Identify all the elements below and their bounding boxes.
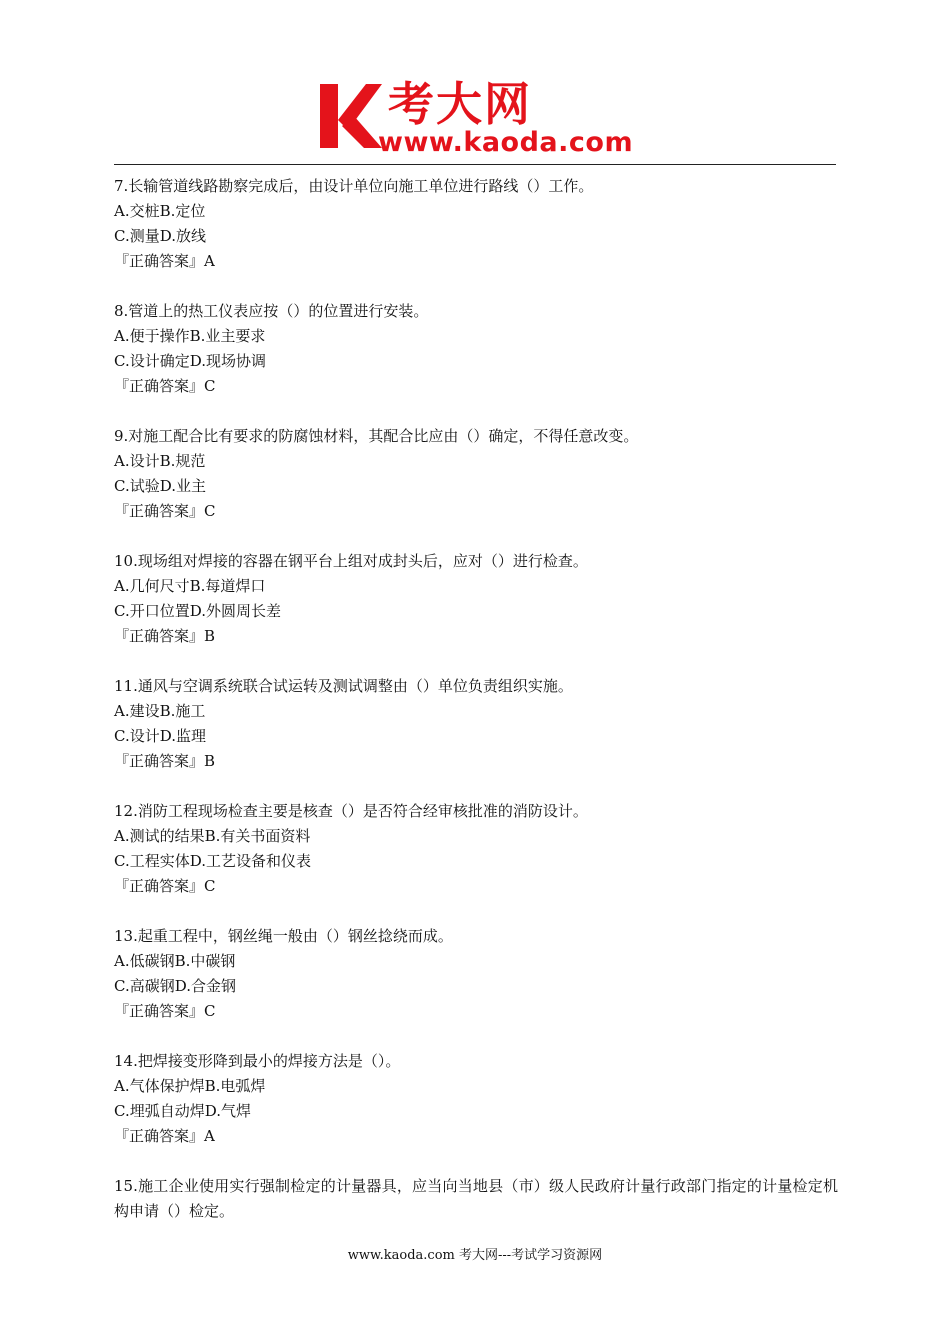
document-body	[114, 174, 838, 1249]
question-stem: 9.对施工配合比有要求的防腐蚀材料，其配合比应由（）确定，不得任意改变。	[114, 427, 639, 445]
question-options-cd: C.开口位置D.外圆周长差	[114, 602, 281, 620]
page-footer: www.kaoda.com 考大网---考试学习资源网	[347, 1248, 603, 1263]
question-options-cd: C.埋弧自动焊D.气焊	[114, 1102, 251, 1120]
question-stem: 11.通风与空调系统联合试运转及测试调整由（）单位负责组织实施。	[114, 677, 573, 695]
question-stem: 13.起重工程中，钢丝绳一般由（）钢丝捻绕而成。	[114, 927, 453, 945]
question-block	[114, 424, 838, 524]
question-options-ab: A.交桩B.定位	[114, 202, 206, 220]
question-options-cd: C.试验D.业主	[114, 477, 206, 495]
question-block	[114, 299, 838, 399]
question-options-ab: A.设计B.规范	[114, 452, 206, 470]
question-answer: 『正确答案』C	[114, 877, 216, 895]
question-options-ab: A.便于操作B.业主要求	[114, 327, 266, 345]
question-options-ab: A.几何尺寸B.每道焊口	[114, 577, 266, 595]
question-answer: 『正确答案』B	[114, 752, 216, 770]
question-stem: 12.消防工程现场检查主要是核查（）是否符合经审核批准的消防设计。	[114, 802, 588, 820]
logo-k-icon	[318, 80, 384, 152]
question-block	[114, 1049, 838, 1149]
question-answer: 『正确答案』B	[114, 627, 216, 645]
question-stem: 14.把焊接变形降到最小的焊接方法是（）。	[114, 1052, 401, 1070]
question-stem: 7.长输管道线路勘察完成后，由设计单位向施工单位进行路线（）工作。	[114, 177, 594, 195]
header-divider	[114, 164, 836, 165]
question-block	[114, 549, 838, 649]
question-options-ab: A.建设B.施工	[114, 702, 206, 720]
question-block	[114, 799, 838, 899]
question-options-cd: C.设计D.监理	[114, 727, 206, 745]
question-stem: 10.现场组对焊接的容器在钢平台上组对成封头后，应对（）进行检查。	[114, 552, 588, 570]
logo-url: www.kaoda.com	[378, 127, 634, 158]
question-block	[114, 174, 838, 274]
logo-title: 考大网	[388, 77, 532, 131]
question-answer: 『正确答案』C	[114, 502, 216, 520]
question-options-cd: C.测量D.放线	[114, 227, 206, 245]
question-stem: 8.管道上的热工仪表应按（）的位置进行安装。	[114, 302, 429, 320]
question-answer: 『正确答案』C	[114, 1002, 216, 1020]
question-answer: 『正确答案』A	[114, 1127, 215, 1145]
question-options-ab: A.低碳钢B.中碳钢	[114, 952, 236, 970]
question-answer: 『正确答案』C	[114, 377, 216, 395]
question-answer: 『正确答案』A	[114, 252, 215, 270]
question-options-cd: C.设计确定D.现场协调	[114, 352, 266, 370]
question-stem: 15.施工企业使用实行强制检定的计量器具，应当向当地县（市）级人民政府计量行政部门指定的计量检定机构申请（）检定。	[114, 1177, 838, 1220]
question-block	[114, 924, 838, 1024]
question-block	[114, 1174, 838, 1224]
question-options-cd: C.高碳钢D.合金钢	[114, 977, 236, 995]
question-options-cd: C.工程实体D.工艺设备和仪表	[114, 852, 311, 870]
page-header	[0, 0, 950, 165]
question-options-ab: A.测试的结果B.有关书面资料	[114, 827, 311, 845]
question-block	[114, 674, 838, 774]
question-options-ab: A.气体保护焊B.电弧焊	[114, 1077, 266, 1095]
